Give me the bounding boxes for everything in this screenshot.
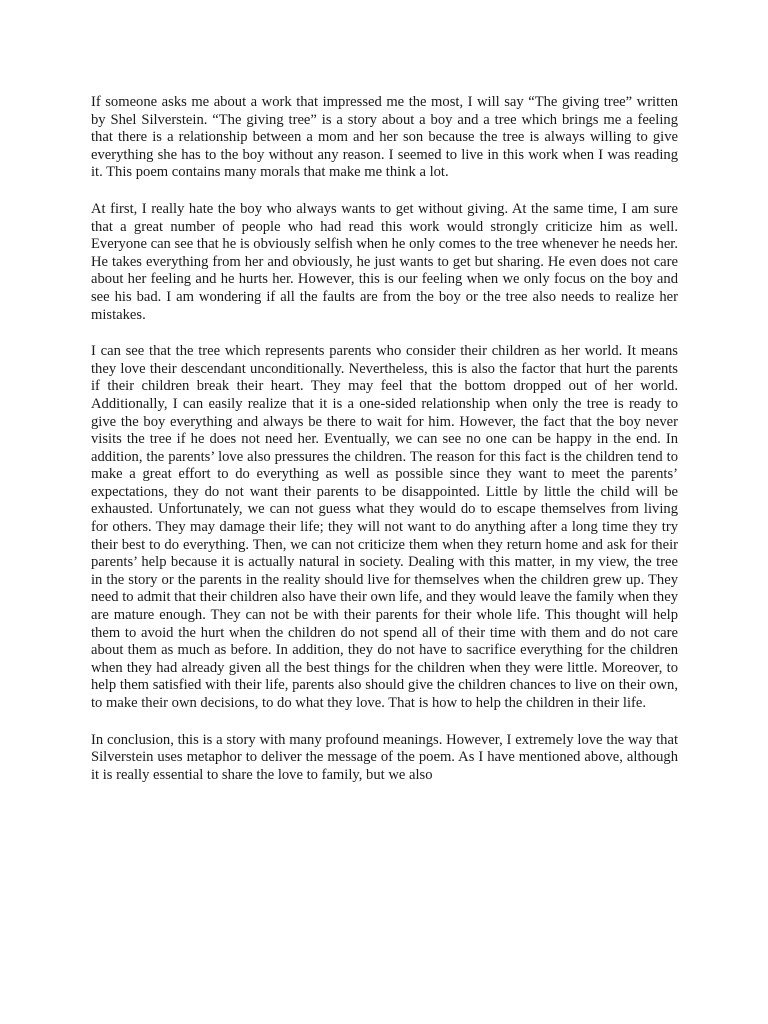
paragraph-2: At first, I really hate the boy who always wants to get without giving. At the same time, I am sure that a great number of people who had read this work would strongly criticize him as well. Everyone can see that he is obviously selfish when he only comes to the tree whenever he needs her. He takes everything from her and obviously, he just wants to get but sharing. He even does not care about her feeling and he hurts her. However, this is our feeling when we only focus on the boy and see his bad. I am wondering if all the faults are from the boy or the tree also needs to realize her mistakes. <box>91 200 678 323</box>
paragraph-4: In conclusion, this is a story with many profound meanings. However, I extremely love the way that Silverstein uses metaphor to deliver the message of the poem. As I have mentioned above, although it is really essential to share the love to family, but we also <box>91 731 678 783</box>
paragraph-3: I can see that the tree which represents parents who consider their children as her world. It means they love their descendant unconditionally. Nevertheless, this is also the factor that hurt the parents if their children break their heart. They may feel that the bottom dropped out of her world. Additionally, I can easily realize that it is a one-sided relationship when only the tree is ready to give the boy everything and always be there to wait for him. However, the fact that the boy never visits the tree if he does not need her. Eventually, we can see no one can be happy in the end. In addition, the parents’ love also pressures the children. The reason for this fact is the children tend to make a great effort to do everything as well as possible since they want to meet the parents’ expectations, they do not want their parents to be disappointed. Little by little the child will be exhausted. Unfortunately, we can not guess what they would do to escape themselves from living for others. They may damage their life; they will not want to do anything after a long time they try their best to do everything. Then, we can not criticize them when they return home and ask for their parents’ help because it is actually natural in society. Dealing with this matter, in my view, the tree in the story or the parents in the reality should live for themselves when the children grew up. They need to admit that their children also have their own life, and they would leave the family when they are mature enough. They can not be with their parents for their whole life. This thought will help them to avoid the hurt when the children do not spend all of their time with them and do not care about them as much as before. In addition, they do not have to sacrifice everything for the children when they had already given all the best things for the children when they were little. Moreover, to help them satisfied with their life, parents also should give the children chances to live on their own, to make their own decisions, to do what they love. That is how to help the children in their life. <box>91 343 678 711</box>
paragraph-1: If someone asks me about a work that impressed me the most, I will say “The giving tree” written by Shel Silverstein. “The giving tree” is a story about a boy and a tree which brings me a feeling that there is a relationship between a mom and her son because the tree is always willing to give everything she has to the boy without any reason. I seemed to live in this work when I was reading it. This poem contains many morals that make me think a lot. <box>91 94 678 181</box>
essay-body <box>91 94 678 803</box>
